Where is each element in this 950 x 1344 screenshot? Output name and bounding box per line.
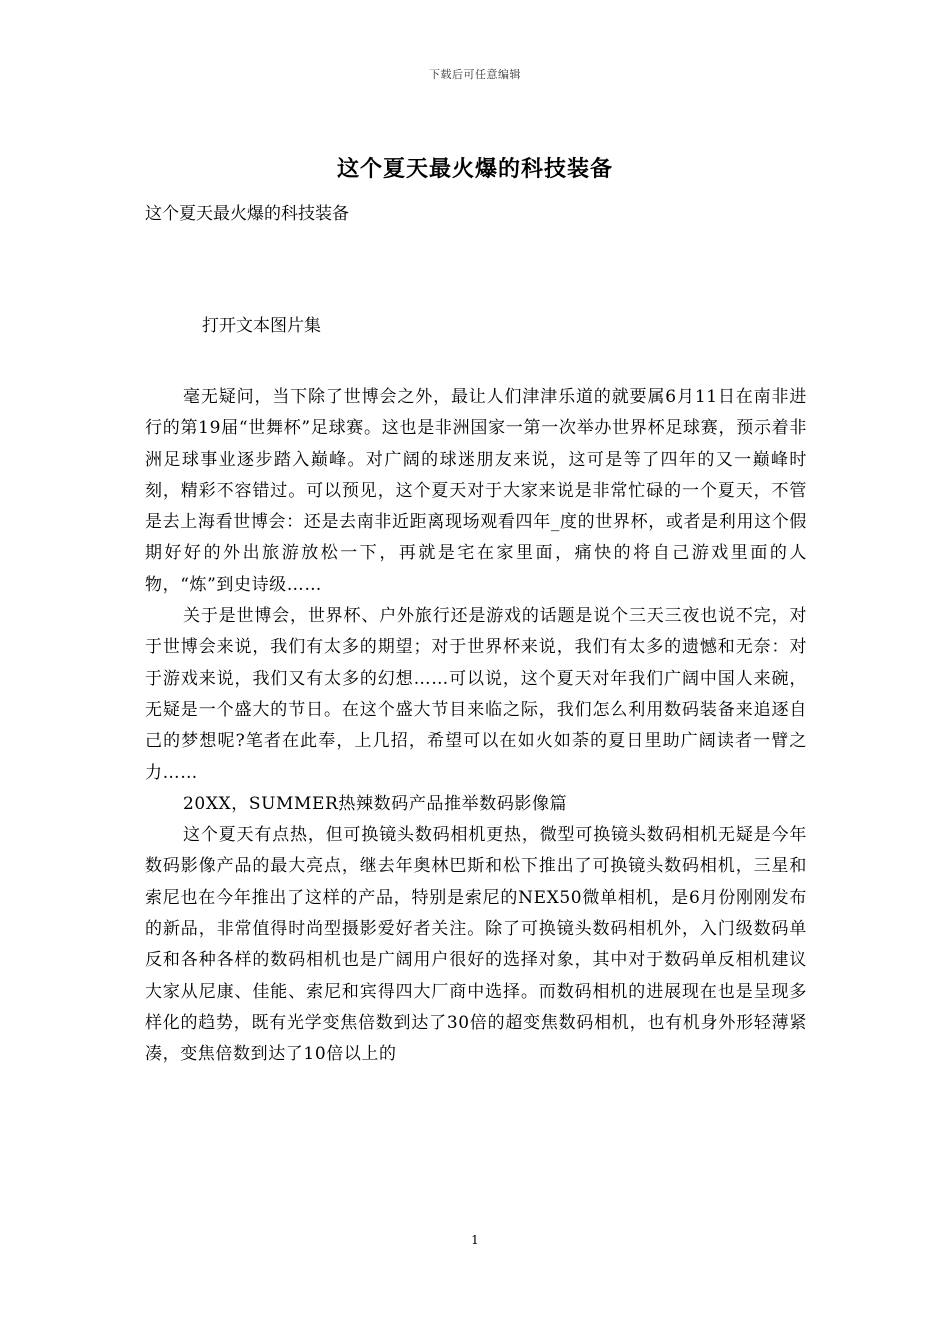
document-subtitle: 这个夏天最火爆的科技装备 — [145, 204, 349, 224]
paragraph-worldcup-intro: 毫无疑问，当下除了世博会之外，最让人们津津乐道的就要属6月11日在南非进行的第19届“世舞杯”足球赛。这也是非洲国家一第一次举办世界杯足球赛，预示着非洲足球事业逐步踏入巅峰。对广阔的球迷朋友来说，这可是等了四年的又一巅峰时刻，精彩不容错过。可以预见，这个夏天对于大家来说是非常忙碌的一个夏天，不管是去上海看世博会：还是去南非近距离现场观看四年_度的世界杯，或者是利用这个假期好好的外出旅游放松一下，再就是宅在家里面，痛快的将自己游戏里面的人物，“炼”到史诗级…… — [145, 387, 807, 595]
document-body — [145, 382, 807, 1071]
section-heading-digital-imaging: 20XX，SUMMER热辣数码产品推举数码影像篇 — [183, 793, 568, 814]
page-header-note: 下载后可任意编辑 — [429, 68, 521, 81]
document-title: 这个夏天最火爆的科技装备 — [336, 156, 613, 182]
page-number: 1 — [471, 1233, 479, 1247]
paragraph-summer-topics: 关于是世博会，世界杯、户外旅行还是游戏的话题是说个三天三夜也说不完，对于世博会来说，我们有太多的期望；对于世界杯来说，我们有太多的遗憾和无奈：对于游戏来说，我们又有太多的幻想……可以说，这个夏天对年我们广阔中国人来碗，无疑是一个盛大的节日。在这个盛大节目来临之际，我们怎么利用数码装备来追逐自己的梦想呢?笔者在此奉，上几招，希望可以在如火如荼的夏日里助广阔读者一臂之力…… — [145, 606, 807, 783]
open-gallery-link[interactable]: 打开文本图片集 — [202, 316, 321, 336]
paragraph-cameras: 这个夏天有点热，但可换镜头数码相机更热，微型可换镜头数码相机无疑是今年数码影像产品的最大亮点，继去年奥林巴斯和松下推出了可换镜头数码相机，三星和索尼也在今年推出了这样的产品，特别是索尼的NEX50微单相机，是6月份刚刚发布的新品，非常值得时尚型摄影爱好者关注。除了可换镜头数码相机外，入门级数码单反和各种各样的数码相机也是广阔用户很好的选择对象，其中对于数码单反相机建议大家从尼康、佳能、索尼和宾得四大厂商中选择。而数码相机的进展现在也是呈现多样化的趋势，既有光学变焦倍数到达了30倍的超变焦数码相机，也有机身外形轻薄紧凑，变焦倍数到达了10倍以上的 — [145, 825, 807, 1065]
